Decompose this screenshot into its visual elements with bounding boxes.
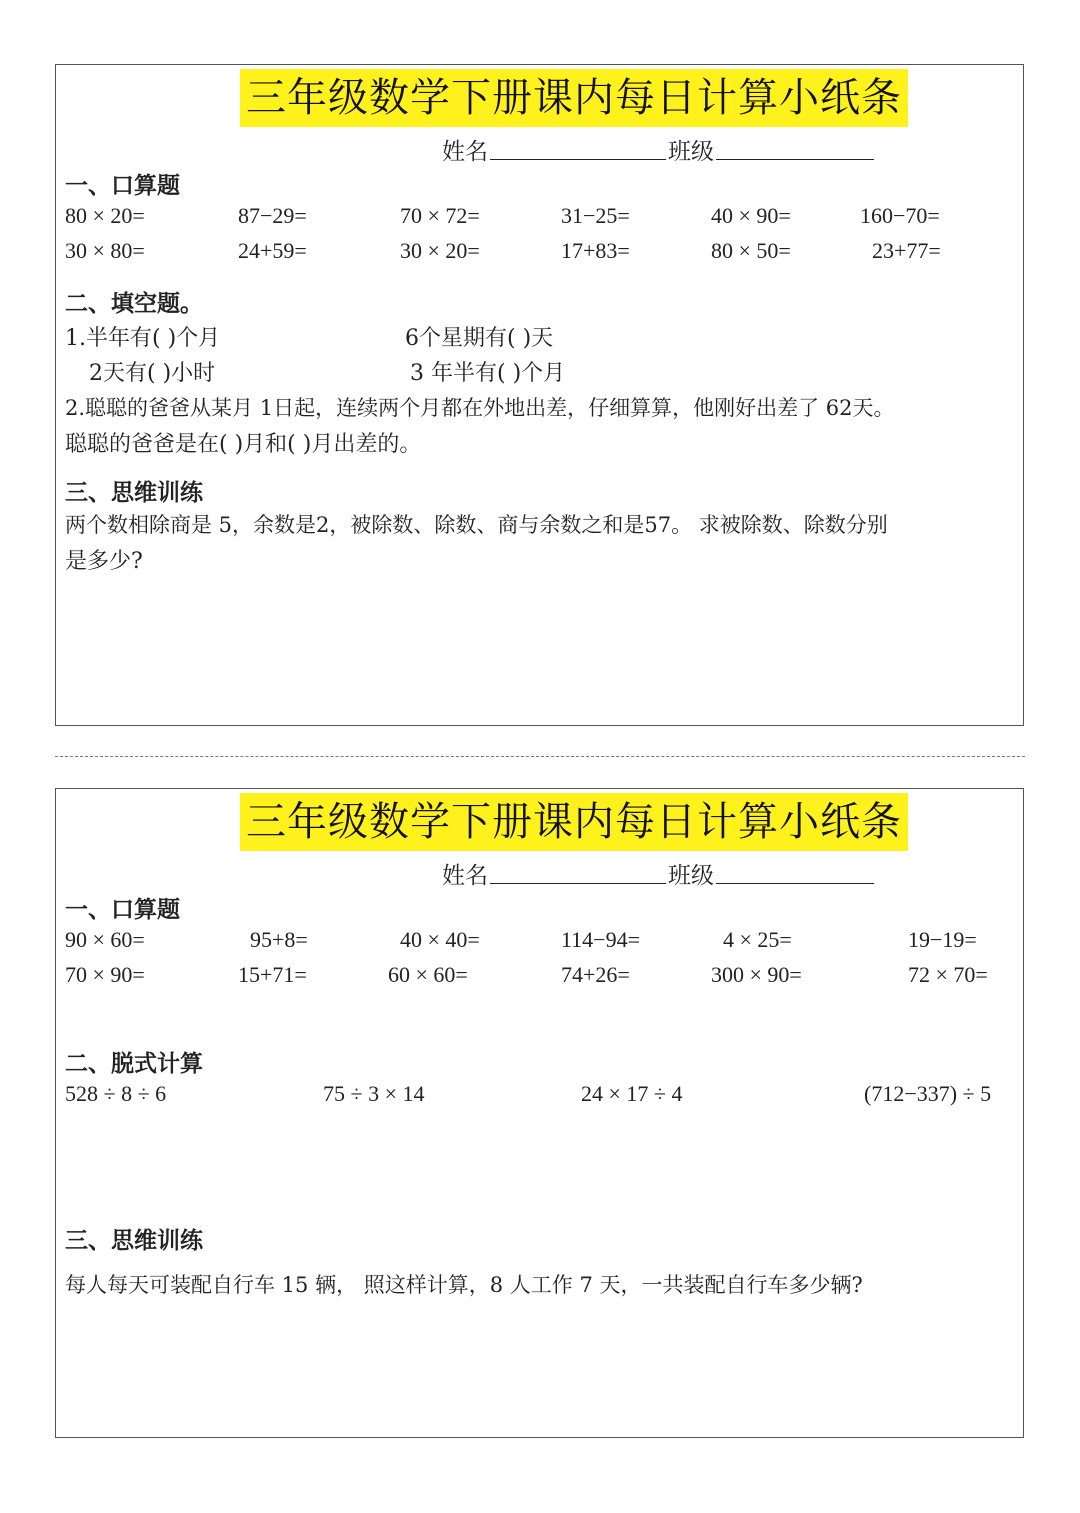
calc-problem: (712−337) ÷ 5 [864,1081,992,1106]
class-blank-line [716,159,874,160]
problem: 70 × 90= [65,962,145,987]
fill-question: 2.聪聪的爸爸从某月 1日起，连续两个月都在外地出差，仔细算算，他刚好出差了 62天。 [65,396,895,420]
problem: 80 × 50= [711,238,791,263]
fill-question: 3 年半有( )个月 [410,361,566,386]
problem: 4 × 25= [723,927,792,952]
problem: 300 × 90= [711,962,802,987]
fill-question: 1.半年有( )个月 [65,326,221,351]
problem: 30 × 20= [400,238,480,263]
fill-question: 2天有( )小时 [89,361,216,386]
name-blank-line [490,883,666,884]
problem: 80 × 20= [65,203,145,228]
problem: 15+71= [238,962,307,987]
problem: 95+8= [250,927,308,952]
problem: 40 × 40= [400,927,480,952]
problem: 114−94= [561,927,640,952]
problem: 19−19= [908,927,977,952]
thinking-question: 每人每天可装配自行车 15 辆， 照这样计算，8 人工作 7 天，一共装配自行车多少辆? [65,1273,863,1297]
thinking-question: 是多少? [65,549,143,574]
section-thinking: 三、思维训练 [65,1228,203,1254]
section-mental-math: 一、口算题 [65,173,180,199]
problem: 60 × 60= [388,962,468,987]
worksheet-title: 三年级数学下册课内每日计算小纸条 [240,793,908,851]
problem: 160−70= [860,203,940,228]
problem: 17+83= [561,238,630,263]
calc-problem: 75 ÷ 3 × 14 [323,1081,425,1106]
worksheet-card-2 [55,788,1024,1438]
worksheet-card-1 [55,64,1024,726]
calc-problem: 24 × 17 ÷ 4 [581,1081,683,1106]
problem: 72 × 70= [908,962,988,987]
problem: 24+59= [238,238,307,263]
class-blank-line [716,883,874,884]
fill-question: 聪聪的爸爸是在( )月和( )月出差的。 [65,432,422,457]
problem: 87−29= [238,203,307,228]
worksheet-title: 三年级数学下册课内每日计算小纸条 [240,69,908,127]
name-label: 姓名 [442,863,488,889]
problem: 23+77= [872,238,941,263]
class-label: 班级 [668,863,714,889]
cut-line [55,756,1025,757]
section-thinking: 三、思维训练 [65,480,203,506]
problem: 31−25= [561,203,630,228]
thinking-question: 两个数相除商是 5，余数是2，被除数、除数、商与余数之和是57。 求被除数、除数分别 [65,513,888,537]
section-mental-math: 一、口算题 [65,897,180,923]
class-label: 班级 [668,139,714,165]
calc-problem: 528 ÷ 8 ÷ 6 [65,1081,167,1106]
problem: 70 × 72= [400,203,480,228]
section-fill-blank: 二、填空题。 [65,291,203,317]
name-blank-line [490,159,666,160]
name-label: 姓名 [442,139,488,165]
problem: 30 × 80= [65,238,145,263]
section-step-calculation: 二、脱式计算 [65,1051,203,1077]
problem: 90 × 60= [65,927,145,952]
fill-question: 6个星期有( )天 [405,326,554,351]
problem: 40 × 90= [711,203,791,228]
problem: 74+26= [561,962,630,987]
